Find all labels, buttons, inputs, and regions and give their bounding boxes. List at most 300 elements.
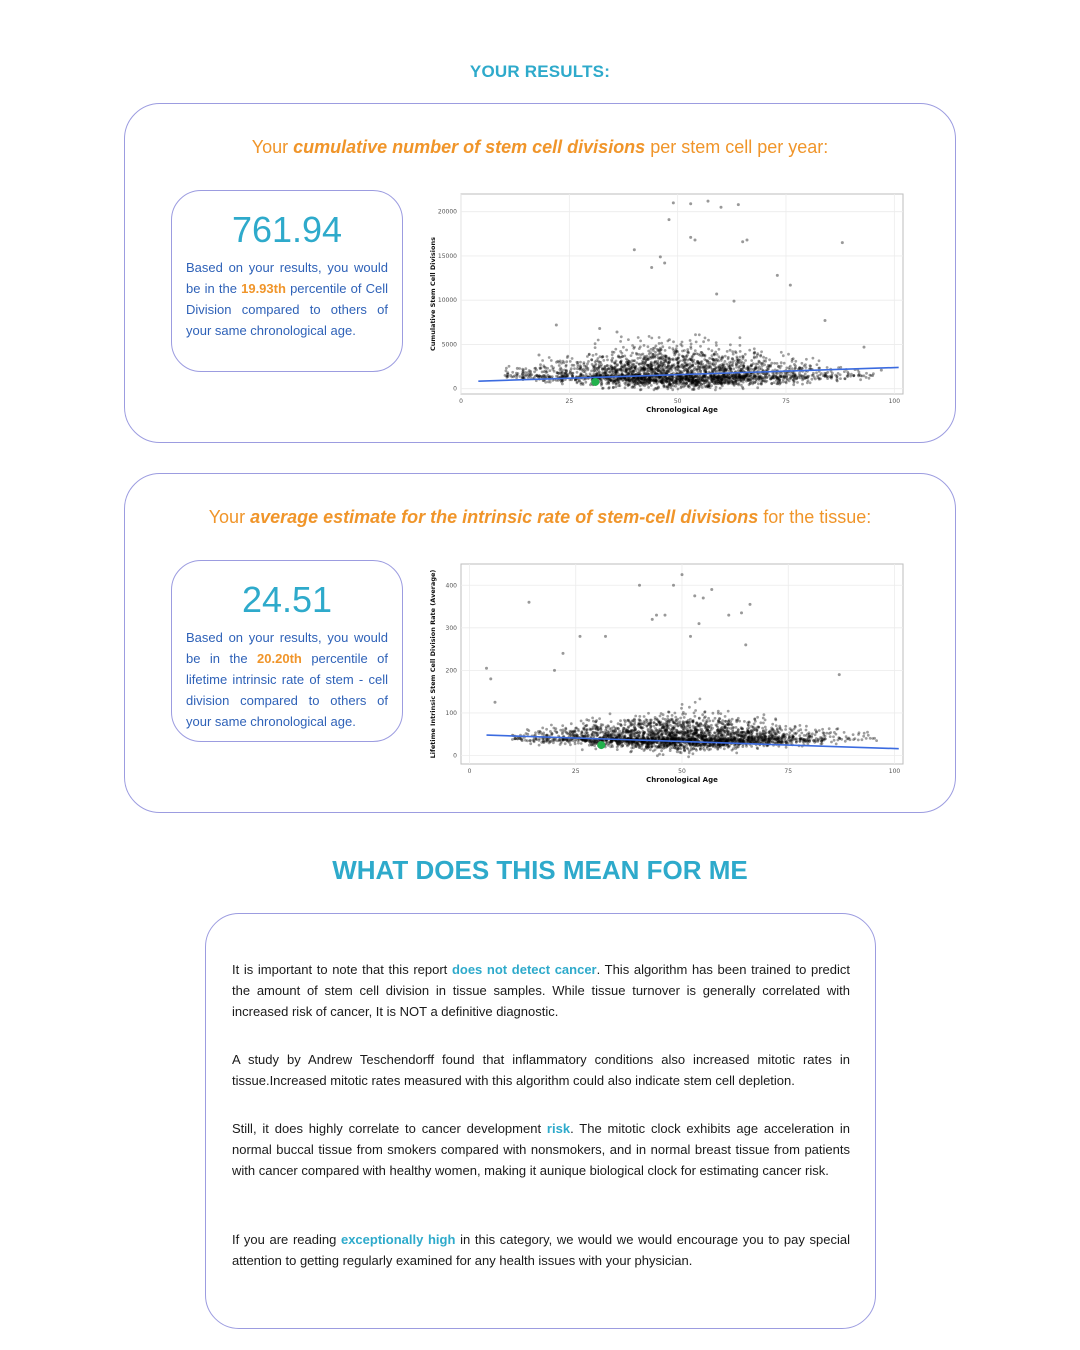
- cloud-point: [626, 363, 629, 366]
- stat-box: [171, 560, 403, 742]
- cloud-point: [674, 712, 677, 715]
- cloud-point: [762, 740, 765, 743]
- cloud-point: [687, 730, 690, 733]
- cloud-point: [726, 724, 729, 727]
- cloud-point: [600, 384, 603, 387]
- cloud-point: [748, 726, 751, 729]
- cloud-point: [635, 361, 638, 364]
- cloud-point: [727, 710, 730, 713]
- cloud-point: [560, 381, 563, 384]
- cloud-point: [694, 349, 697, 352]
- cloud-point: [729, 349, 732, 352]
- outlier-point: [633, 248, 636, 251]
- cloud-point: [584, 381, 587, 384]
- cloud-point: [608, 386, 611, 389]
- cloud-point: [761, 732, 764, 735]
- cloud-point: [711, 379, 714, 382]
- cloud-point: [818, 378, 821, 381]
- cloud-point: [551, 375, 554, 378]
- cloud-point: [632, 363, 635, 366]
- cloud-point: [616, 369, 619, 372]
- x-tick-label: 100: [888, 398, 901, 405]
- cloud-point: [761, 378, 764, 381]
- cloud-point: [706, 379, 709, 382]
- cloud-point: [639, 340, 642, 343]
- cloud-point: [780, 361, 783, 364]
- cloud-point: [566, 355, 569, 358]
- cloud-point: [746, 379, 749, 382]
- cloud-point: [689, 339, 692, 342]
- cloud-point: [569, 360, 572, 363]
- cloud-point: [683, 359, 686, 362]
- cloud-point: [692, 361, 695, 364]
- cloud-point: [681, 350, 684, 353]
- cloud-point: [562, 729, 565, 732]
- cloud-point: [580, 381, 583, 384]
- cloud-point: [511, 371, 514, 374]
- cloud-point: [867, 734, 870, 737]
- cloud-point: [643, 715, 646, 718]
- cloud-point: [685, 376, 688, 379]
- cloud-point: [607, 382, 610, 385]
- cloud-point: [788, 736, 791, 739]
- cloud-point: [561, 371, 564, 374]
- cloud-point: [638, 723, 641, 726]
- cloud-point: [710, 724, 713, 727]
- cloud-point: [644, 748, 647, 751]
- cloud-point: [725, 363, 728, 366]
- cloud-point: [765, 357, 768, 360]
- cloud-point: [594, 748, 597, 751]
- cloud-point: [603, 365, 606, 368]
- cloud-point: [715, 341, 718, 344]
- cloud-point: [545, 728, 548, 731]
- cloud-point: [677, 361, 680, 364]
- cloud-point: [576, 381, 579, 384]
- cloud-point: [835, 743, 838, 746]
- cloud-point: [607, 744, 610, 747]
- cloud-point: [609, 712, 612, 715]
- cloud-point: [590, 358, 593, 361]
- cloud-point: [671, 728, 674, 731]
- cloud-point: [634, 366, 637, 369]
- stat-value: 761.94: [231, 209, 343, 250]
- cloud-point: [623, 355, 626, 358]
- cloud-point: [721, 722, 724, 725]
- cloud-point: [798, 367, 801, 370]
- cloud-point: [870, 374, 873, 377]
- cloud-point: [731, 357, 734, 360]
- cloud-point: [809, 364, 812, 367]
- cloud-point: [764, 726, 767, 729]
- cloud-point: [677, 376, 680, 379]
- y-tick-label: 0: [453, 752, 457, 760]
- cloud-point: [691, 379, 694, 382]
- cloud-point: [752, 726, 755, 729]
- cloud-point: [754, 376, 757, 379]
- cloud-point: [793, 363, 796, 366]
- cloud-point: [616, 363, 619, 366]
- cloud-point: [691, 720, 694, 723]
- cloud-point: [601, 356, 604, 359]
- card-heading: [125, 507, 955, 528]
- cloud-point: [696, 368, 699, 371]
- cloud-point: [565, 369, 568, 372]
- cloud-point: [683, 716, 686, 719]
- cloud-point: [804, 363, 807, 366]
- cloud-point: [639, 385, 642, 388]
- cloud-point: [805, 366, 808, 369]
- cloud-point: [667, 711, 670, 714]
- cloud-point: [677, 356, 680, 359]
- cloud-point: [699, 345, 702, 348]
- cloud-point: [555, 361, 558, 364]
- cloud-point: [574, 742, 577, 745]
- cloud-point: [588, 353, 591, 356]
- cloud-point: [634, 380, 637, 383]
- cloud-point: [732, 374, 735, 377]
- x-tick-label: 50: [678, 768, 686, 775]
- cloud-point: [526, 739, 529, 742]
- cloud-point: [524, 367, 527, 370]
- cloud-point: [601, 368, 604, 371]
- cloud-point: [753, 723, 756, 726]
- cloud-point: [666, 379, 669, 382]
- cloud-point: [623, 382, 626, 385]
- cloud-point: [621, 352, 624, 355]
- cloud-point: [626, 368, 629, 371]
- cloud-point: [544, 381, 547, 384]
- cloud-point: [736, 719, 739, 722]
- cloud-point: [735, 380, 738, 383]
- cloud-point: [715, 386, 718, 389]
- cloud-point: [548, 356, 551, 359]
- x-tick-label: 0: [459, 398, 463, 405]
- cloud-point: [736, 356, 739, 359]
- outlier-point: [516, 367, 519, 370]
- cloud-point: [719, 721, 722, 724]
- outlier-point: [689, 202, 692, 205]
- cloud-point: [606, 355, 609, 358]
- cloud-point: [826, 377, 829, 380]
- outlier-point: [715, 293, 718, 296]
- cloud-point: [681, 377, 684, 380]
- cloud-point: [843, 731, 846, 734]
- cloud-point: [551, 368, 554, 371]
- cloud-point: [707, 339, 710, 342]
- cloud-point: [763, 363, 766, 366]
- cloud-point: [609, 364, 612, 367]
- cloud-point: [525, 374, 528, 377]
- cloud-point: [618, 356, 621, 359]
- cloud-point: [627, 744, 630, 747]
- cloud-point: [718, 348, 721, 351]
- cloud-point: [594, 346, 597, 349]
- cloud-point: [578, 368, 581, 371]
- cloud-point: [865, 372, 868, 375]
- cloud-point: [757, 362, 760, 365]
- cloud-point: [627, 338, 630, 341]
- cloud-point: [739, 336, 742, 339]
- cloud-point: [612, 382, 615, 385]
- cloud-point: [622, 729, 625, 732]
- cloud-point: [529, 373, 532, 376]
- cloud-point: [564, 373, 567, 376]
- y-axis-label: Lifetime Intrinsic Stem Cell Division Rate (Average): [429, 569, 437, 759]
- cloud-point: [677, 721, 680, 724]
- y-tick-label: 10000: [437, 297, 457, 305]
- cloud-point: [664, 349, 667, 352]
- cloud-point: [637, 336, 640, 339]
- cloud-point: [611, 360, 614, 363]
- cloud-point: [601, 387, 604, 390]
- cloud-point: [801, 379, 804, 382]
- cloud-point: [678, 751, 681, 754]
- cloud-point: [863, 732, 866, 735]
- cloud-point: [625, 349, 628, 352]
- cloud-point: [692, 388, 695, 391]
- cloud-point: [853, 374, 856, 377]
- x-axis-label: Chronological Age: [646, 776, 718, 784]
- cloud-point: [587, 360, 590, 363]
- cloud-point: [742, 731, 745, 734]
- cloud-point: [701, 713, 704, 716]
- cloud-point: [788, 731, 791, 734]
- cloud-point: [611, 357, 614, 360]
- cloud-point: [705, 729, 708, 732]
- cloud-point: [549, 381, 552, 384]
- cloud-point: [778, 378, 781, 381]
- cloud-point: [640, 388, 643, 391]
- cloud-point: [838, 737, 841, 740]
- y-tick-label: 200: [445, 667, 457, 675]
- desc-before: Based on your results, you would be in the: [186, 260, 388, 296]
- outlier-point: [538, 354, 541, 357]
- cloud-point: [621, 732, 624, 735]
- cloud-point: [708, 730, 711, 733]
- heading-prefix: Your: [208, 507, 251, 527]
- cloud-point: [629, 724, 632, 727]
- cloud-point: [652, 721, 655, 724]
- outlier-point: [663, 262, 666, 265]
- cloud-point: [660, 712, 663, 715]
- cloud-point: [680, 386, 683, 389]
- cloud-point: [622, 346, 625, 349]
- cloud-point: [707, 348, 710, 351]
- cloud-point: [686, 351, 689, 354]
- cloud-point: [692, 747, 695, 750]
- cloud-point: [665, 732, 668, 735]
- cloud-point: [857, 733, 860, 736]
- cloud-point: [733, 384, 736, 387]
- cloud-point: [585, 718, 588, 721]
- cloud-point: [785, 746, 788, 749]
- cloud-point: [563, 361, 566, 364]
- cloud-point: [658, 336, 661, 339]
- cloud-point: [682, 364, 685, 367]
- cloud-point: [652, 730, 655, 733]
- stat-box: [171, 190, 403, 372]
- cloud-point: [818, 359, 821, 362]
- cloud-point: [669, 749, 672, 752]
- cloud-point: [653, 725, 656, 728]
- cloud-point: [735, 752, 738, 755]
- cloud-point: [678, 378, 681, 381]
- cloud-point: [780, 351, 783, 354]
- cloud-point: [707, 365, 710, 368]
- cloud-point: [682, 721, 685, 724]
- cloud-point: [683, 361, 686, 364]
- y-tick-label: 300: [445, 624, 457, 632]
- cloud-point: [570, 722, 573, 725]
- cloud-point: [611, 353, 614, 356]
- cloud-point: [566, 732, 569, 735]
- cloud-point: [669, 724, 672, 727]
- cloud-point: [586, 732, 589, 735]
- cloud-point: [560, 362, 563, 365]
- outlier-point: [707, 200, 710, 203]
- cloud-point: [554, 739, 557, 742]
- cloud-point: [606, 359, 609, 362]
- cloud-point: [581, 748, 584, 751]
- cloud-point: [559, 360, 562, 363]
- x-tick-label: 25: [565, 398, 574, 405]
- cloud-point: [673, 725, 676, 728]
- cloud-point: [592, 354, 595, 357]
- cloud-point: [839, 377, 842, 380]
- outlier-point: [555, 323, 558, 326]
- cloud-point: [762, 717, 765, 720]
- cloud-point: [676, 750, 679, 753]
- cloud-point: [550, 733, 553, 736]
- cloud-point: [685, 369, 688, 372]
- cloud-point: [638, 363, 641, 366]
- cloud-point: [630, 379, 633, 382]
- cloud-point: [722, 362, 725, 365]
- cloud-point: [735, 366, 738, 369]
- intrinsic-rate-scatter-chart: [427, 554, 913, 794]
- cloud-point: [611, 351, 614, 354]
- cloud-point: [612, 386, 615, 389]
- cloud-point: [650, 719, 653, 722]
- cloud-point: [852, 733, 855, 736]
- cloud-point: [779, 381, 782, 384]
- percentile-value: 19.93th: [241, 281, 286, 296]
- cloud-point: [811, 378, 814, 381]
- cloud-point: [624, 386, 627, 389]
- cloud-point: [533, 367, 536, 370]
- cloud-point: [756, 747, 759, 750]
- cloud-point: [694, 715, 697, 718]
- cloud-point: [765, 728, 768, 731]
- cloud-point: [524, 371, 527, 374]
- cloud-point: [616, 741, 619, 744]
- cloud-point: [744, 353, 747, 356]
- cloud-point: [742, 378, 745, 381]
- cloud-point: [721, 719, 724, 722]
- cloud-point: [807, 379, 810, 382]
- cloud-point: [660, 749, 663, 752]
- cloud-point: [595, 732, 598, 735]
- y-tick-label: 0: [453, 385, 457, 393]
- cloud-point: [656, 354, 659, 357]
- cloud-point: [574, 379, 577, 382]
- cloud-point: [695, 721, 698, 724]
- cloud-point: [614, 361, 617, 364]
- cloud-point: [692, 382, 695, 385]
- cloud-point: [757, 376, 760, 379]
- x-tick-label: 25: [571, 768, 580, 775]
- cloud-point: [565, 364, 568, 367]
- cloud-point: [628, 377, 631, 380]
- cloud-point: [814, 378, 817, 381]
- cloud-point: [785, 367, 788, 370]
- cloud-point: [700, 383, 703, 386]
- cloud-point: [771, 731, 774, 734]
- cloud-point: [694, 333, 697, 336]
- cloud-point: [732, 726, 735, 729]
- cloud-point: [694, 701, 697, 704]
- cloud-point: [690, 365, 693, 368]
- cloud-point: [672, 349, 675, 352]
- cloud-point: [779, 741, 782, 744]
- cloud-point: [724, 355, 727, 358]
- cloud-point: [810, 735, 813, 738]
- card-heading: [125, 137, 955, 158]
- cloud-point: [715, 366, 718, 369]
- stat-description: [186, 257, 388, 341]
- cloud-point: [702, 340, 705, 343]
- cloud-point: [667, 363, 670, 366]
- cloud-point: [529, 742, 532, 745]
- cloud-point: [585, 365, 588, 368]
- cloud-point: [824, 738, 827, 741]
- cloud-point: [784, 381, 787, 384]
- cloud-point: [701, 724, 704, 727]
- cloud-point: [701, 363, 704, 366]
- cloud-point: [592, 365, 595, 368]
- cloud-point: [738, 374, 741, 377]
- cloud-point: [746, 721, 749, 724]
- cloud-point: [558, 364, 561, 367]
- cloud-point: [771, 375, 774, 378]
- cloud-point: [821, 728, 824, 731]
- cloud-point: [558, 372, 561, 375]
- cloud-point: [505, 367, 508, 370]
- cloud-point: [632, 746, 635, 749]
- cloud-point: [652, 380, 655, 383]
- cloud-point: [583, 727, 586, 730]
- cloud-point: [729, 364, 732, 367]
- cloud-point: [670, 386, 673, 389]
- cloud-point: [859, 378, 862, 381]
- cloud-point: [690, 343, 693, 346]
- cloud-point: [782, 381, 785, 384]
- outlier-point: [668, 218, 671, 221]
- outlier-point: [776, 274, 779, 277]
- cloud-point: [718, 717, 721, 720]
- cloud-point: [712, 363, 715, 366]
- cloud-point: [533, 370, 536, 373]
- cloud-point: [681, 341, 684, 344]
- cloud-point: [723, 747, 726, 750]
- cloud-point: [753, 347, 756, 350]
- cloud-point: [647, 358, 650, 361]
- cloud-point: [771, 723, 774, 726]
- cloud-point: [702, 379, 705, 382]
- cloud-point: [770, 382, 773, 385]
- cloud-point: [732, 733, 735, 736]
